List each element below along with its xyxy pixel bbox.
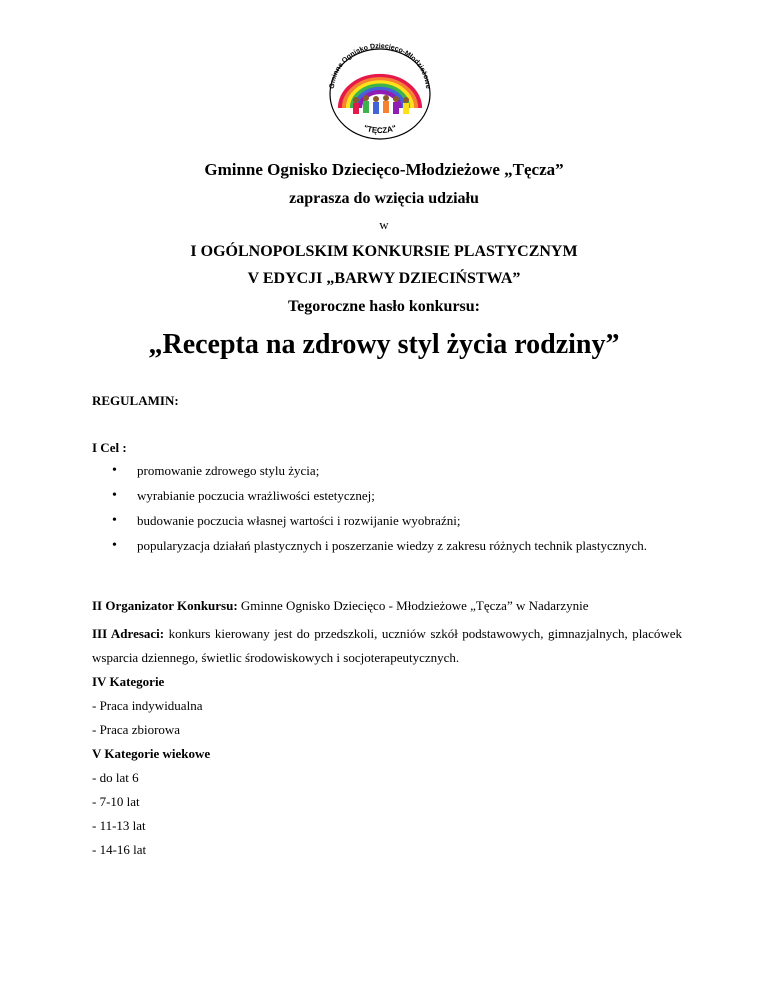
list-item: - do lat 6 bbox=[92, 770, 139, 785]
adresaci-section bbox=[92, 622, 682, 670]
organizator-section bbox=[92, 598, 682, 614]
categories-section bbox=[92, 670, 682, 862]
slogan-intro: Tegoroczne hasło konkursu: bbox=[287, 298, 481, 315]
wiekowe-heading: V Kategorie wiekowe bbox=[92, 746, 211, 761]
list-item: • promowanie zdrowego stylu życia; bbox=[112, 459, 682, 483]
list-item: - Praca zbiorowa bbox=[92, 722, 181, 737]
cel-heading: I Cel : bbox=[92, 440, 127, 455]
contest-slogan: „Recepta na zdrowy styl życia rodziny” bbox=[148, 329, 620, 360]
cel-list bbox=[112, 459, 682, 559]
list-item: • popularyzacja działań plastycznych i poszerzanie wiedzy z zakresu różnych technik plastycznych. bbox=[112, 534, 682, 558]
contest-title: I OGÓLNOPOLSKIM KONKURSIE PLASTYCZNYM bbox=[190, 243, 578, 260]
list-item: - 14-16 lat bbox=[92, 842, 147, 857]
list-item: - 11-13 lat bbox=[92, 818, 146, 833]
regulamin-heading: REGULAMIN: bbox=[92, 393, 179, 408]
organizator-text: Gminne Ognisko Dziecięco - Młodzieżowe „Tęcza” w Nadarzynie bbox=[237, 598, 589, 613]
kategorie-heading: IV Kategorie bbox=[92, 674, 165, 689]
logo-bottom-text: "TĘCZA" bbox=[362, 123, 398, 136]
organizer-title: Gminne Ognisko Dziecięco-Młodzieżowe „Tęcza” bbox=[204, 160, 564, 179]
invitation-line: zaprasza do wzięcia udziału bbox=[289, 190, 479, 207]
preposition-line: w bbox=[379, 217, 389, 232]
edition-title: V EDYCJI „BARWY DZIECIŃSTWA” bbox=[247, 270, 521, 287]
list-item: • wyrabianie poczucia wrażliwości estetycznej; bbox=[112, 484, 682, 508]
logo-arc-text: Gminne Ognisko Dziecięco-Młodzieżowe bbox=[328, 42, 432, 90]
adresaci-label: III Adresaci: bbox=[92, 626, 165, 641]
list-item: - 7-10 lat bbox=[92, 794, 140, 809]
organizator-label: II Organizator Konkursu: bbox=[92, 598, 238, 613]
list-item: - Praca indywidualna bbox=[92, 698, 203, 713]
svg-text:"TĘCZA" bbox=[363, 123, 398, 135]
adresaci-text: konkurs kierowany jest do przedszkoli, uczniów szkół podstawowych, gimnazjalnych, placówek wsparcia dziennego, świetlic środowiskowych i socjoterapeutycznych. bbox=[92, 626, 683, 665]
list-item: • budowanie poczucia własnej wartości i rozwijanie wyobraźni; bbox=[112, 509, 682, 533]
tecza-logo bbox=[320, 42, 440, 142]
